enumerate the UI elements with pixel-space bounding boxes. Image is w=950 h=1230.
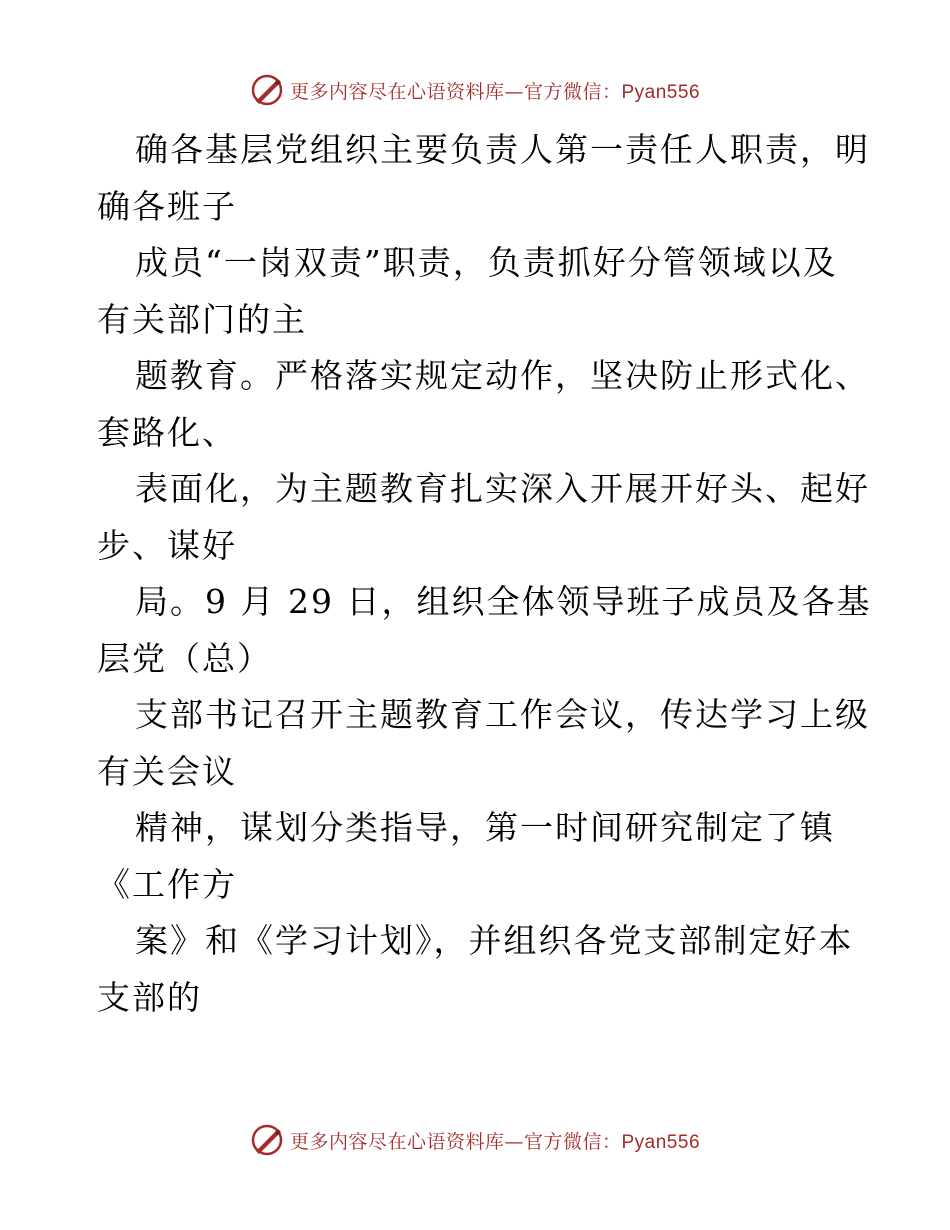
text-line: 局。9 月 29 日，组织全体领导班子成员及各基 [135, 582, 872, 621]
text-line: 题教育。严格落实规定动作，坚决防止形式化、 [135, 356, 870, 395]
text-line: 确各班子 [97, 186, 237, 226]
footer-watermark [0, 1120, 950, 1160]
pen-logo-icon [250, 73, 284, 107]
text-line: 有关会议 [97, 751, 237, 791]
text-line: 成员“一岗双责”职责，负责抓好分管领域以及 [135, 243, 838, 282]
text-line: 支部书记召开主题教育工作会议，传达学习上级 [135, 695, 870, 734]
watermark-id: Pyan556 [621, 81, 701, 103]
pen-logo-icon [250, 1123, 284, 1157]
text-line: 套路化、 [97, 412, 237, 452]
text-line: 《工作方 [97, 864, 237, 904]
text-line: 步、谋好 [97, 525, 237, 565]
text-line: 确各基层党组织主要负责人第一责任人职责，明 [135, 130, 870, 169]
watermark-text: 更多内容尽在心语资料库—官方微信：Pyan556 [289, 80, 701, 103]
text-line: 精神，谋划分类指导，第一时间研究制定了镇 [135, 808, 835, 847]
document-body [97, 122, 872, 1026]
text-line: 有关部门的主 [97, 299, 307, 339]
text-line: 支部的 [97, 977, 202, 1017]
text-line: 案》和《学习计划》，并组织各党支部制定好本 [135, 921, 854, 960]
watermark-text: 更多内容尽在心语资料库—官方微信：Pyan556 [289, 1130, 701, 1153]
text-line: 表面化，为主题教育扎实深入开展开好头、起好 [135, 469, 870, 508]
text-line: 层党（总） [97, 638, 272, 678]
watermark-id: Pyan556 [621, 1131, 701, 1153]
header-watermark [0, 70, 950, 110]
